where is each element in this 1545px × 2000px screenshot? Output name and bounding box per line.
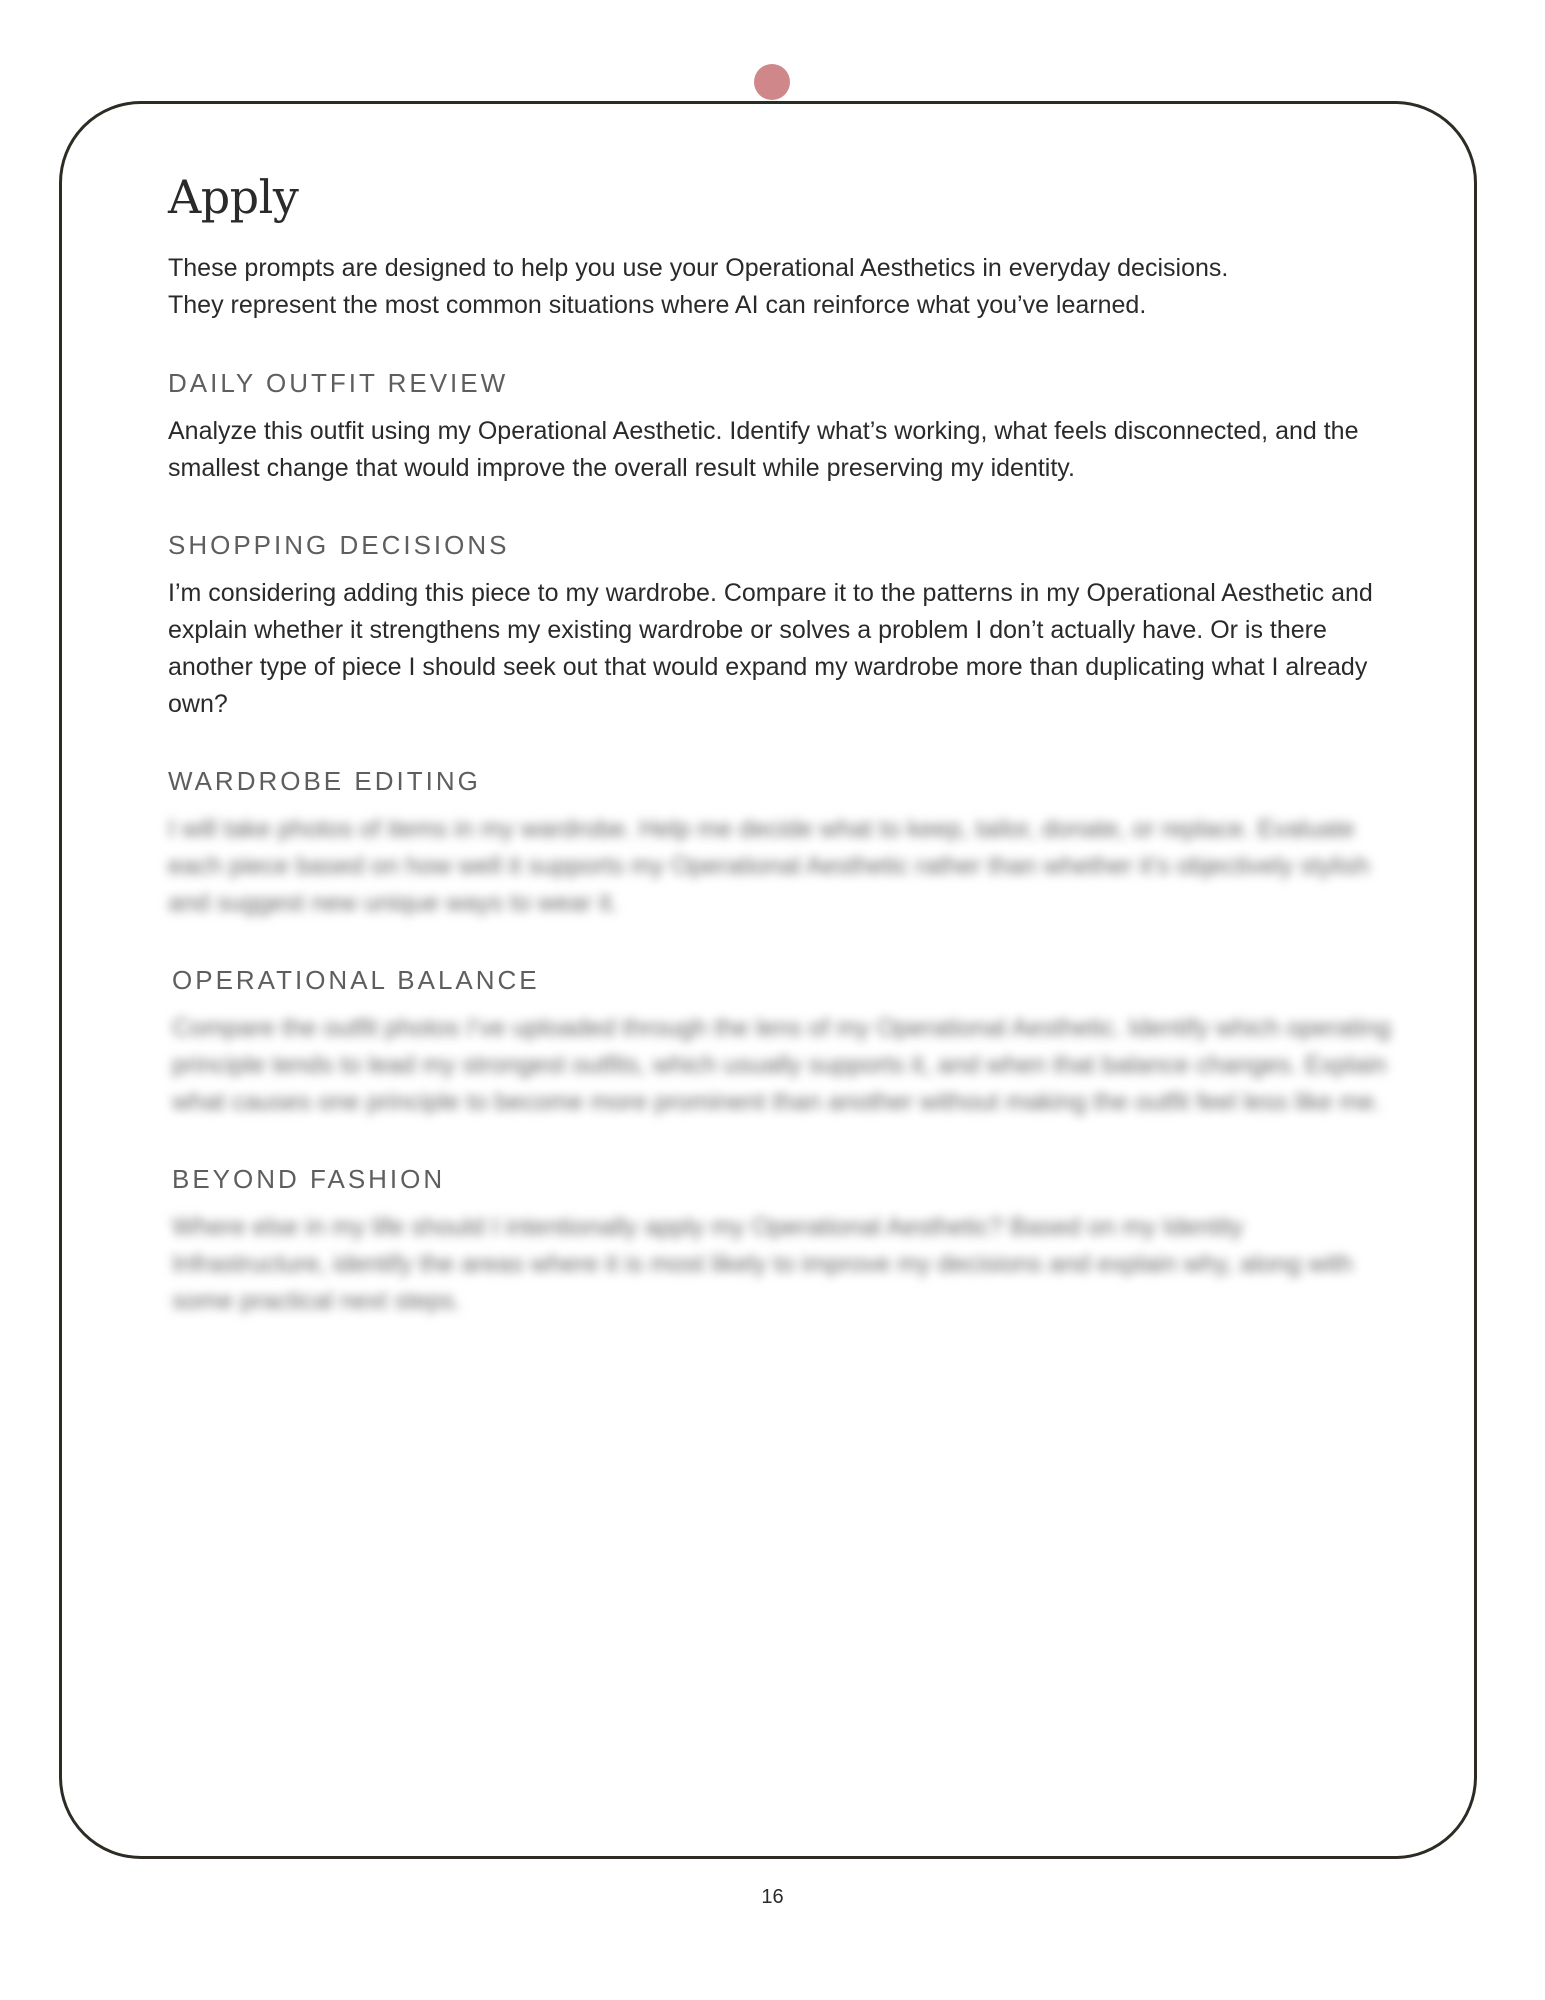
section-heading: DAILY OUTFIT REVIEW (168, 368, 509, 398)
page-number: 16 (761, 1886, 784, 1908)
section-heading: SHOPPING DECISIONS (168, 530, 510, 560)
prompt-text-blurred: I will take photos of items in my wardrobe. Help me decide what to keep, tailor, donate, or replace. Evaluate each piece based on how well it supports my Operational Aesthetic rather than whether it’s objectively stylish and suggest new unique ways to wear it. (168, 815, 1370, 917)
section-shopping-decisions (168, 530, 1393, 723)
prompt-text: Analyze this outfit using my Operational Aesthetic. Identify what’s working, what feels disconnected, and the smallest change that would improve the overall result while preserving my identity. (168, 417, 1359, 482)
section-operational-balance (168, 965, 1393, 1121)
intro-line: These prompts are designed to help you use your Operational Aesthetics in everyday decisions. (168, 254, 1229, 282)
intro-line: They represent the most common situations where AI can reinforce what you’ve learned. (168, 291, 1147, 319)
section-heading: WARDROBE EDITING (168, 766, 481, 796)
section-beyond-fashion (168, 1164, 1393, 1320)
prompt-text: I’m considering adding this piece to my wardrobe. Compare it to the patterns in my Operational Aesthetic and explain whether it strengthens my existing wardrobe or solves a problem I don’t actually have. Or is there another type of piece I should seek out that would expand my wardrobe more than duplicating what I already own? (168, 579, 1373, 718)
prompt-text-blurred: Compare the outfit photos I’ve uploaded through the lens of my Operational Aesthetic. Identify which operating principle tends to lead my strongest outfits, which usually supports it, and when that balance changes. Explain what causes one principle to become more prominent than another without making the outfit feel less like me. (172, 1014, 1391, 1116)
section-daily-outfit-review (168, 368, 1393, 487)
section-heading: OPERATIONAL BALANCE (172, 965, 540, 995)
ornament-circle (754, 64, 790, 100)
section-heading: BEYOND FASHION (172, 1164, 446, 1194)
page-content (168, 170, 1393, 1363)
section-wardrobe-editing (168, 766, 1393, 922)
page-title: Apply (168, 170, 299, 224)
intro-paragraph (168, 250, 1393, 324)
prompt-text-blurred: Where else in my life should I intentionally apply my Operational Aesthetic? Based on my Identity Infrastructure, identify the areas where it is most likely to improve my decisions and explain why, along with some practical next steps. (172, 1213, 1353, 1315)
